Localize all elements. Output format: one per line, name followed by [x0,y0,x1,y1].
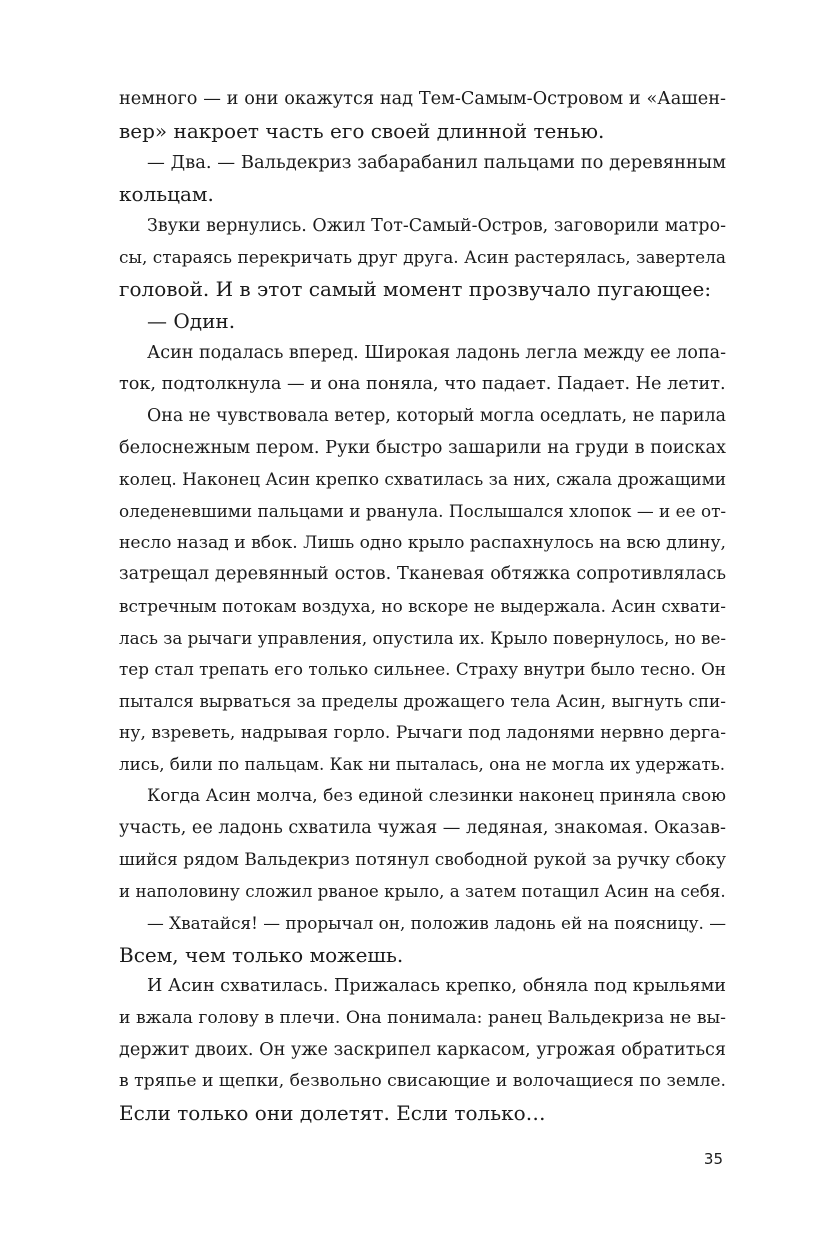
page-number: 35 [703,1150,723,1168]
text-line: встречным потокам воздуха, но вскоре не выдержала. Асин схвати- [119,596,726,616]
text-line: Звуки вернулись. Ожил Тот-Самый-Остров, заговорили матро- [147,215,726,236]
text-line: несло назад и вбок. Лишь одно крыло распахнулось на всю длину, [119,532,726,553]
body-text [119,84,726,1130]
text-line: пытался вырваться за пределы дрожащего тела Асин, выгнуть спи- [119,691,726,712]
text-line: Она не чувствовала ветер, который могла оседлать, не парила [147,405,726,426]
text-line: держит двоих. Он уже заскрипел каркасом, угрожая обратиться [119,1039,726,1060]
text-line: участь, ее ладонь схватила чужая — ледяная, знакомая. Оказав- [119,817,726,838]
text-line: оледеневшими пальцами и рванула. Послышался хлопок — и ее от- [119,500,727,521]
text-line: колец. Наконец Асин крепко схватилась за них, сжала дрожащими [119,469,727,490]
text-line: белоснежным пером. Руки быстро зашарили на груди в поисках [119,437,726,458]
text-line: в тряпье и щепки, безвольно свисающие и волочащиеся по земле. [119,1071,726,1092]
text-line: Асин подалась вперед. Широкая ладонь легла между ее лопа- [147,342,726,363]
text-line: лась за рычаги управления, опустила их. Крыло повернулось, но ве- [119,628,726,648]
text-line: Всем, чем только можешь. [119,942,404,967]
text-line: головой. И в этот самый момент прозвучало пугающее: [119,277,712,302]
text-line: лись, били по пальцам. Как ни пыталась, она не могла их удержать. [119,754,726,775]
text-line: тер стал трепать его только сильнее. Страху внутри было тесно. Он [119,659,726,680]
text-line: ток, подтолкнула — и она поняла, что падает. Падает. Не летит. [119,374,726,395]
text-line: — Два. — Вальдекриз забарабанил пальцами по деревянным [147,152,726,174]
text-line: и вжала голову в плечи. Она понимала: ранец Вальдекриза не вы- [119,1007,726,1028]
text-line: немного — и они окажутся над Тем-Самым-Островом и «Аашен- [119,89,726,109]
text-line: — Один. [147,308,236,333]
text-line: кольцам. [119,182,214,207]
text-line: ну, взреветь, надрывая горло. Рычаги под ладонями нервно дерга- [119,722,726,743]
text-line: шийся рядом Вальдекриз потянул свободной рукой за ручку сбоку [119,849,726,870]
text-line: Если только они долетят. Если только… [119,1101,546,1125]
text-line: затрещал деревянный остов. Тканевая обтяжка сопротивлялась [119,564,726,585]
text-line: И Асин схватилась. Прижалась крепко, обняла под крыльями [147,976,726,997]
text-line: — Хватайся! — прорычал он, положив ладонь ей на поясницу. — [147,912,726,933]
text-line: сы, стараясь перекричать друг друга. Асин растерялась, завертела [119,247,726,268]
text-line: Когда Асин молча, без единой слезинки наконец приняла свою [147,786,726,807]
text-line: вер» накроет часть его своей длинной тенью. [119,118,605,143]
text-line: и наполовину сложил рваное крыло, а затем потащил Асин на себя. [119,881,726,902]
